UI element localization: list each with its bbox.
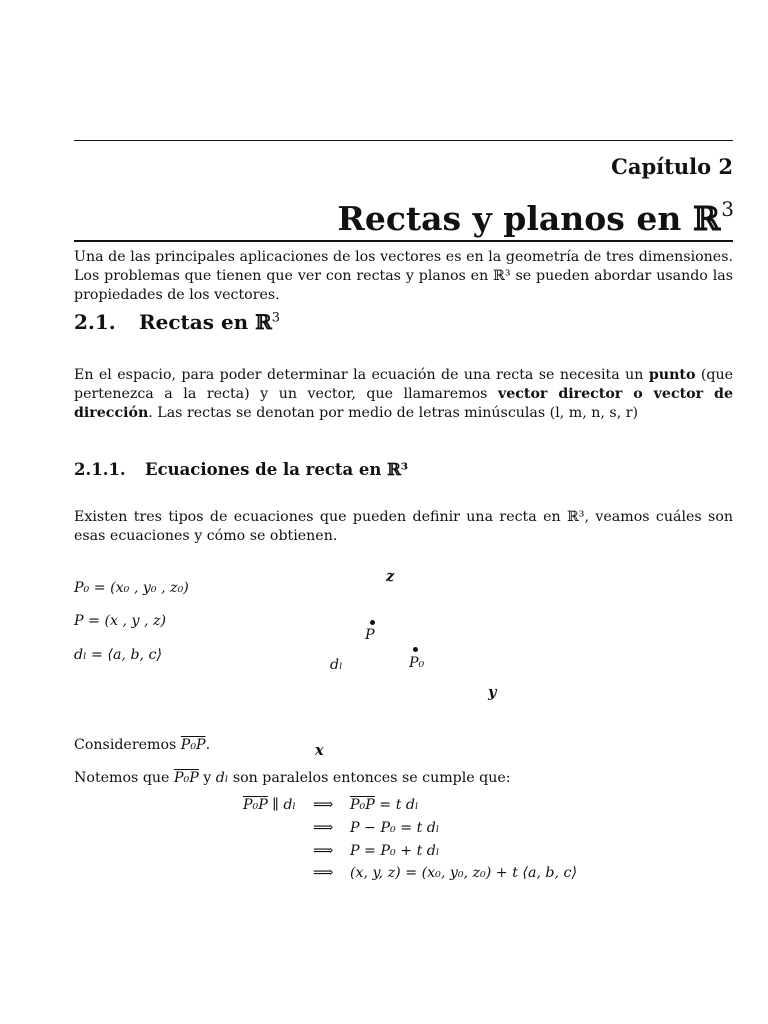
implies-1: ⟹ xyxy=(313,797,334,813)
keyword-point: punto xyxy=(648,367,696,383)
derivation-line-1 xyxy=(350,797,418,813)
implies-2: ⟹ xyxy=(313,820,334,836)
section-paragraph-part3: . Las rectas se denotan por medio de letras minúsculas (l, m, n, s, r) xyxy=(148,405,639,421)
derivation-lhs xyxy=(243,797,296,813)
point-p0-dot xyxy=(413,647,418,652)
chapter-title-text: Rectas y planos en ℝ xyxy=(337,199,721,238)
chapter-label: Capítulo 2 xyxy=(611,154,733,179)
chapter-title-superscript: 3 xyxy=(721,197,734,221)
label-p0: P₀ xyxy=(409,655,425,671)
notice-middle: y xyxy=(198,770,216,786)
axis-label-y: y xyxy=(488,684,497,701)
notice-line xyxy=(74,770,511,786)
equation-dl: dₗ = ⟨a, b, c⟩ xyxy=(74,647,163,663)
equation-p: P = (x , y , z) xyxy=(74,613,167,629)
vector-p0p: P₀P xyxy=(180,737,206,753)
subsection-paragraph: Existen tres tipos de ecuaciones que pueden definir una recta en ℝ³, veamos cuáles son esas ecuaciones y cómo se obtienen. xyxy=(74,509,733,544)
implies-4: ⟹ xyxy=(313,865,334,881)
chapter-title xyxy=(337,197,734,238)
derivation-line-2: P − P₀ = t dₗ xyxy=(350,820,440,836)
notice-vector: P₀P xyxy=(173,770,199,786)
section-paragraph-part1: En el espacio, para poder determinar la ecuación de una recta se necesita un xyxy=(74,367,649,383)
implies-3: ⟹ xyxy=(313,843,334,859)
point-p-dot xyxy=(370,620,375,625)
subsection-title: Ecuaciones de la recta en ℝ³ xyxy=(145,460,409,479)
subsection-number: 2.1.1. xyxy=(74,460,126,479)
intro-paragraph: Una de las principales aplicaciones de los vectores es en la geometría de tres dimensiones. Los problemas que tienen que ver con rectas y planos en ℝ³ se pueden abordar usando las propiedades de los vectores. xyxy=(74,249,733,303)
section-paragraph xyxy=(74,366,733,423)
chapter-bottom-rule xyxy=(74,240,733,242)
notice-prefix: Notemos que xyxy=(74,770,174,786)
derivation-line1-vector: P₀P xyxy=(350,797,375,813)
section-number: 2.1. xyxy=(74,310,116,334)
equation-p0: P₀ = (x₀ , y₀ , z₀) xyxy=(74,580,189,596)
section-title: Rectas en ℝ xyxy=(139,310,272,334)
derivation-line1-rest: = t dₗ xyxy=(374,797,419,813)
chapter-top-rule xyxy=(74,140,733,141)
subsection-heading xyxy=(74,460,408,479)
notice-dl: dₗ xyxy=(215,770,229,786)
axis-label-x: x xyxy=(315,742,324,759)
section-paragraph-part2: (que pertenezca a la recta) y un vector, que llamaremos xyxy=(74,367,733,402)
derivation-line-4: (x, y, z) = (x₀, y₀, z₀) + t ⟨a, b, c⟩ xyxy=(350,865,577,881)
derivation-lhs-vector: P₀P xyxy=(243,797,268,813)
consider-prefix: Consideremos xyxy=(74,737,181,753)
derivation-line-3: P = P₀ + t dₗ xyxy=(350,843,440,859)
keyword-vector-director: vector director o vector de dirección xyxy=(74,386,733,421)
section-heading xyxy=(74,310,280,334)
label-dl: dₗ xyxy=(330,657,343,673)
consider-line xyxy=(74,737,210,753)
notice-suffix: son paralelos entonces se cumple que: xyxy=(228,770,511,786)
consider-suffix: . xyxy=(205,737,211,753)
derivation-lhs-rest: ∥ dₗ xyxy=(267,797,296,813)
label-p: P xyxy=(365,627,375,643)
axis-label-z: z xyxy=(386,568,395,585)
section-superscript: 3 xyxy=(271,310,281,326)
